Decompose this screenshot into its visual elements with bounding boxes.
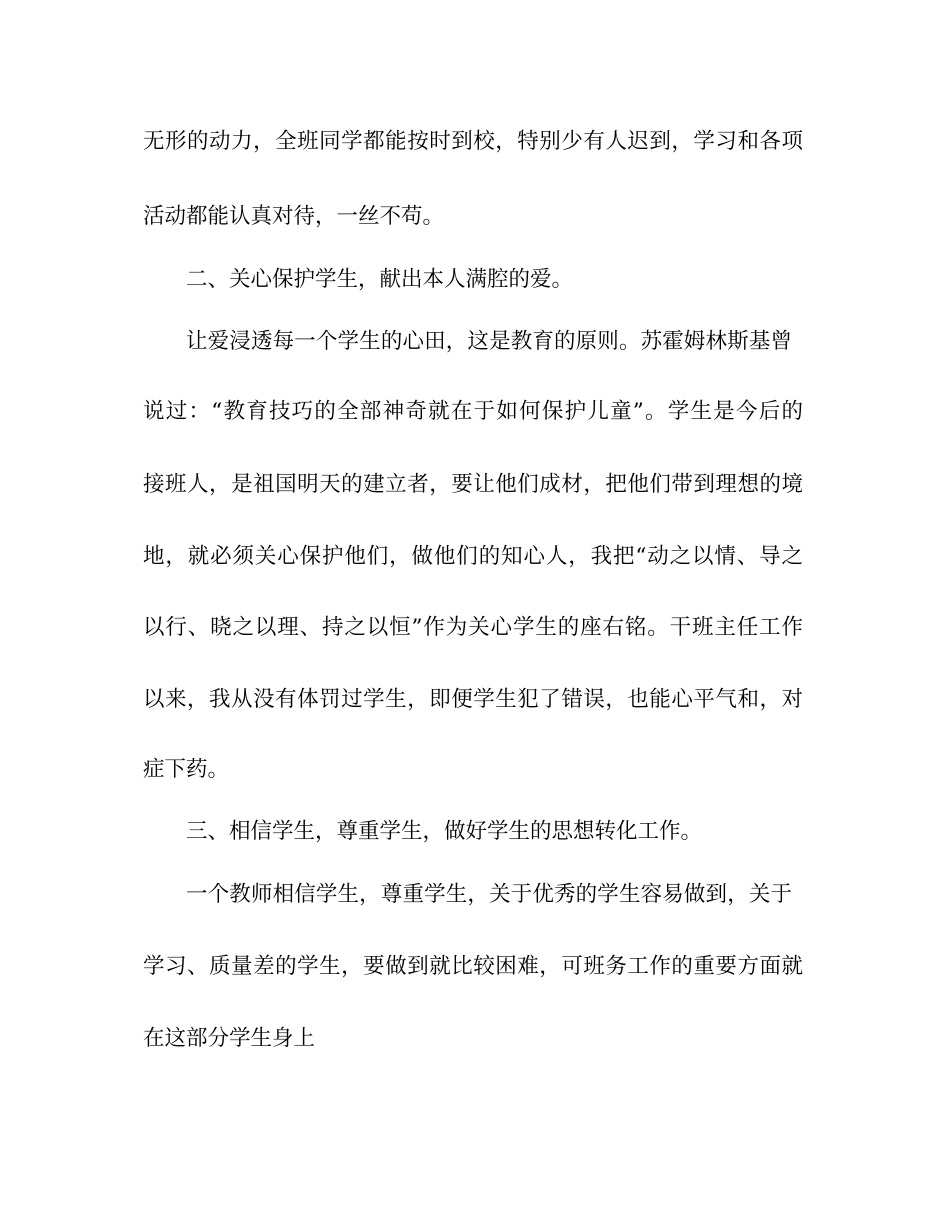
text-line: 一个教师相信学生，尊重学生，关于优秀的学生容易做到，关于: [186, 882, 792, 907]
text-line: 症下药。: [143, 757, 230, 782]
text-line: 活动都能认真对待，一丝不苟。: [143, 204, 445, 229]
text-line: 接班人，是祖国明天的建立者，要让他们成材，把他们带到理想的境: [143, 472, 803, 497]
text-line: 地，就必须关心保护他们，做他们的知心人，我把“动之以情、导之: [143, 544, 803, 569]
section-heading: 三、相信学生，尊重学生，做好学生的思想转化工作。: [186, 819, 703, 844]
text-line: 学习、质量差的学生，要做到就比较困难，可班务工作的重要方面就: [143, 954, 803, 979]
text-line: 在这部分学生身上: [143, 1026, 316, 1051]
section-heading: 二、关心保护学生，献出本人满腔的爱。: [186, 267, 574, 292]
text-line: 说过：“教育技巧的全部神奇就在于如何保护儿童”。学生是今后的: [143, 399, 803, 424]
text-line: 让爱浸透每一个学生的心田，这是教育的原则。苏霍姆林斯基曾: [186, 329, 792, 354]
text-line: 以行、晓之以理、持之以恒”作为关心学生的座右铭。干班主任工作: [143, 615, 803, 640]
text-line: 无形的动力，全班同学都能按时到校，特别少有人迟到，学习和各项: [143, 129, 803, 154]
text-line: 以来，我从没有体罚过学生，即便学生犯了错误，也能心平气和，对: [143, 687, 803, 712]
